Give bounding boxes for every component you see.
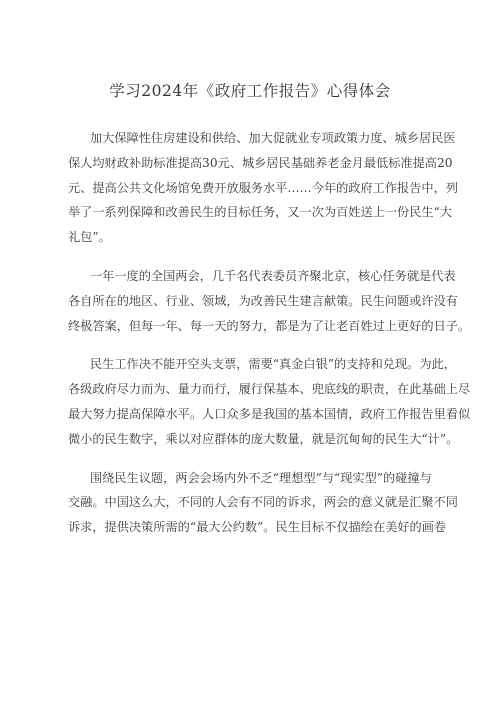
paragraph-4 — [68, 466, 458, 540]
paragraph-line: 元、提高公共文化场馆免费开放服务水平……今年的政府工作报告中，列 — [68, 180, 458, 195]
paragraph-3 — [68, 352, 471, 451]
paragraph-line: 礼包”。 — [68, 230, 111, 245]
paragraph-line: 保人均财政补助标准提高30元、城乡居民基础养老金月最低标准提高20 — [68, 155, 453, 170]
paragraph-line: 一年一度的全国两会，几千名代表委员齐聚北京，核心任务就是代表 — [90, 268, 456, 283]
paragraph-line: 诉求，提供决策所需的“最大公约数”。民生目标不仅描绘在美好的画卷 — [68, 520, 447, 535]
paragraph-line: 加大保障性住房建设和供给、加大促就业专项政策力度、城乡居民医 — [90, 131, 456, 145]
paragraph-1 — [68, 126, 458, 250]
paragraph-line: 最大努力提高保障水平。人口众多是我国的基本国情，政府工作报告里看似 — [68, 406, 471, 421]
paragraph-line: 各自所在的地区、行业、领域，为改善民生建言献策。民生问题或许没有 — [68, 293, 458, 308]
paragraph-line: 民生工作决不能开空头支票，需要“真金白银”的支持和兑现。为此， — [90, 357, 456, 372]
paragraph-gap — [68, 250, 436, 264]
paragraph-gap — [68, 452, 436, 466]
paragraph-line: 微小的民生数字，乘以对应群体的庞大数量，就是沉甸甸的民生大“计”。 — [68, 431, 459, 446]
paragraph-2 — [68, 264, 471, 338]
paragraph-line: 终极答案，但每一年、每一天的努力，都是为了让老百姓过上更好的日子。 — [68, 318, 471, 333]
paragraph-line: 交融。中国这么大，不同的人会有不同的诉求，两会的意义就是汇聚不同 — [68, 495, 458, 510]
paragraph-line: 举了一系列保障和改善民生的目标任务，又一次为百姓送上一份民生“大 — [68, 205, 453, 220]
document-title: 学习2024年《政府工作报告》心得体会 — [109, 82, 391, 100]
paragraph-line: 各级政府尽力而为、量力而行，履行保基本、兜底线的职责，在此基础上尽 — [68, 382, 471, 397]
paragraph-line: 围绕民生议题，两会会场内外不乏“理想型”与“现实型”的碰撞与 — [90, 470, 432, 485]
paragraph-gap — [68, 338, 436, 352]
document-body — [68, 126, 471, 540]
